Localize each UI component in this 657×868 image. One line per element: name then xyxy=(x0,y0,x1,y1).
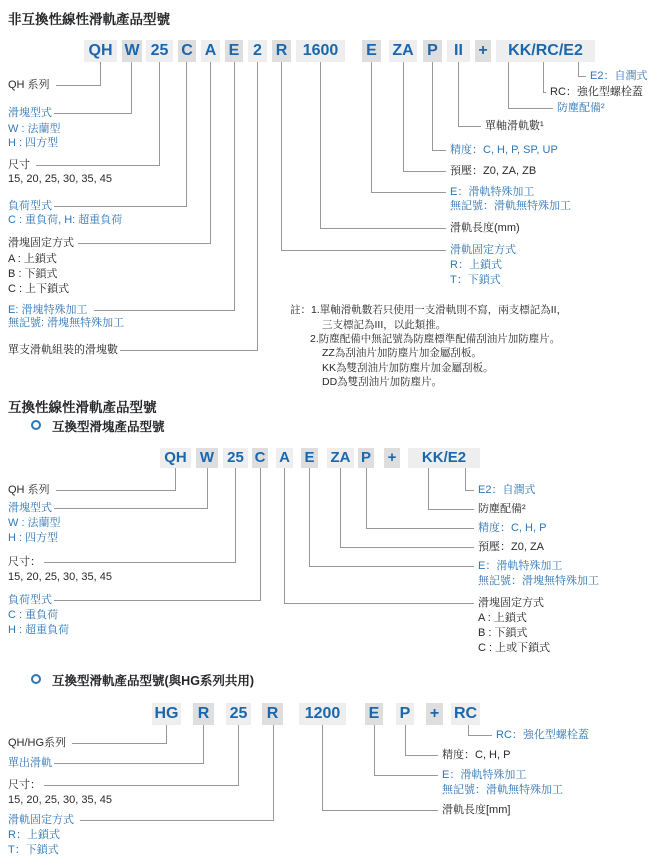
model2-seg-load: C xyxy=(252,448,268,468)
label-size-values-1: 15, 20, 25, 30, 35, 45 xyxy=(8,173,112,185)
model2-seg-special: E xyxy=(301,448,318,468)
label-e2-2: E2：自潤式 xyxy=(478,484,536,496)
label-special-none-2: 無記號：滑塊無特殊加工 xyxy=(478,575,599,587)
model1-seg-precision: P xyxy=(423,40,442,62)
model3-seg-single-rail: R xyxy=(193,703,214,725)
note-line-4: ZZ為刮油片加防塵片加金屬刮板。 xyxy=(322,347,482,359)
label-rail-length-1: 滑軌長度(mm) xyxy=(450,222,520,234)
model1-seg-series: QH xyxy=(84,40,117,62)
label-rail-mount-r-1: R：上鎖式 xyxy=(450,259,502,271)
label-dust-1: 防塵配備² xyxy=(557,102,605,114)
label-block-mount-c-2: C : 上或下鎖式 xyxy=(478,642,551,654)
label-series-2: QH 系列 xyxy=(8,484,50,496)
model2-seg-accessories: KK/E2 xyxy=(408,448,480,468)
model2-seg-plus: + xyxy=(384,448,400,468)
label-load-values-1: C : 重負荷, H: 超重負荷 xyxy=(8,214,123,226)
label-rail-mount-r-3: R：上鎖式 xyxy=(8,829,60,841)
label-size-1: 尺寸 xyxy=(8,159,30,171)
model3-seg-rail-mount: R xyxy=(262,703,283,725)
label-block-mount-a: A : 上鎖式 xyxy=(8,253,57,265)
model2-seg-block-type: W xyxy=(196,448,218,468)
model1-seg-block-count: 2 xyxy=(248,40,267,62)
label-size-2: 尺寸： xyxy=(8,556,41,568)
label-block-special-none: 無記號: 滑塊無特殊加工 xyxy=(8,317,125,329)
label-dust-2: 防塵配備² xyxy=(478,503,526,515)
model3-seg-rc: RC xyxy=(451,703,480,725)
label-block-special-e: E: 滑塊特殊加工 xyxy=(8,304,88,316)
label-rail-mount-t-3: T：下鎖式 xyxy=(8,844,59,856)
label-special-none-3: 無記號：滑軌無特殊加工 xyxy=(442,784,563,796)
label-series-3: QH/HG系列 xyxy=(8,737,67,749)
model3-seg-size: 25 xyxy=(226,703,251,725)
model3-seg-plus: + xyxy=(426,703,443,725)
label-block-type: 滑塊型式 xyxy=(8,107,52,119)
note-line-6: DD為雙刮油片加防塵片。 xyxy=(322,376,443,388)
bullet-icon xyxy=(31,674,41,684)
label-rail-mount-1: 滑軌固定方式 xyxy=(450,244,516,256)
model2-seg-series: QH xyxy=(160,448,191,468)
model1-seg-block-special: E xyxy=(225,40,243,62)
label-load-2: 負荷型式 xyxy=(8,594,52,606)
label-rc-3: RC：強化型螺栓蓋 xyxy=(496,729,589,741)
label-series-1: QH 系列 xyxy=(8,79,50,91)
model2-seg-preload: ZA xyxy=(327,448,354,468)
model2-seg-block-mount: A xyxy=(276,448,293,468)
label-precision-3: 精度：C, H, P xyxy=(442,749,511,761)
section3-subtitle: 互換型滑軌產品型號(與HG系列共用) xyxy=(52,674,255,688)
label-block-type-w: W : 法蘭型 xyxy=(8,123,61,135)
note-line-1: 註：1.單軸滑軌數若只使用一支滑軌則不寫，兩支標記為II， xyxy=(290,304,568,316)
label-preload-1: 預壓：Z0, ZA, ZB xyxy=(450,165,537,177)
model1-seg-rail-length: 1600 xyxy=(296,40,345,62)
label-block-type-2: 滑塊型式 xyxy=(8,502,52,514)
model1-seg-preload: ZA xyxy=(389,40,417,62)
label-load-1: 負荷型式 xyxy=(8,200,52,212)
label-rc-1: RC：強化型螺栓蓋 xyxy=(550,86,643,98)
model1-seg-rail-count: II xyxy=(447,40,470,62)
model1-seg-plus: + xyxy=(475,40,491,62)
section2-title: 互換性線性滑軌產品型號 xyxy=(8,400,157,415)
label-block-mount-c: C : 上下鎖式 xyxy=(8,283,70,295)
label-rail-length-3: 滑軌長度[mm] xyxy=(442,804,511,816)
model2-seg-size: 25 xyxy=(223,448,248,468)
label-block-mount-b-2: B : 下鎖式 xyxy=(478,627,528,639)
label-special-e-2: E：滑軌特殊加工 xyxy=(478,560,563,572)
label-size-3: 尺寸： xyxy=(8,779,41,791)
label-size-values-3: 15, 20, 25, 30, 35, 45 xyxy=(8,794,112,806)
note-line-5: KK為雙刮油片加防塵片加金屬刮板。 xyxy=(322,362,494,374)
model1-seg-accessories: KK/RC/E2 xyxy=(496,40,595,62)
label-size-values-2: 15, 20, 25, 30, 35, 45 xyxy=(8,571,112,583)
label-rail-special-e-1: E：滑軌特殊加工 xyxy=(450,186,535,198)
label-block-mount-a-2: A : 上鎖式 xyxy=(478,612,527,624)
bullet-icon xyxy=(31,420,41,430)
label-block-type-w-2: W : 法蘭型 xyxy=(8,517,61,529)
label-load-h-2: H : 超重負荷 xyxy=(8,624,70,636)
label-block-count: 單支滑軌組裝的滑塊數 xyxy=(8,344,118,356)
label-e2-1: E2：自潤式 xyxy=(590,70,648,82)
label-precision-2: 精度：C, H, P xyxy=(478,522,547,534)
model3-seg-rail-length: 1200 xyxy=(299,703,346,725)
model1-seg-rail-mount: R xyxy=(272,40,291,62)
label-preload-2: 預壓：Z0, ZA xyxy=(478,541,545,553)
model1-seg-block-type: W xyxy=(122,40,142,62)
label-precision-1: 精度：C, H, P, SP, UP xyxy=(450,144,558,156)
note-line-3: 2.防塵配備中無記號為防塵標準配備刮油片加防塵片。 xyxy=(310,333,561,345)
model2-seg-precision: P xyxy=(358,448,374,468)
model1-seg-block-mount: A xyxy=(201,40,220,62)
label-single-rail: 單出滑軌 xyxy=(8,757,52,769)
label-rails-per-axis: 單軸滑軌數¹ xyxy=(485,120,544,132)
label-block-type-h-2: H : 四方型 xyxy=(8,532,59,544)
model3-seg-precision: P xyxy=(396,703,414,725)
label-rail-special-none-1: 無記號：滑軌無特殊加工 xyxy=(450,200,571,212)
label-rail-mount-t-1: T：下鎖式 xyxy=(450,274,501,286)
label-load-c-2: C : 重負荷 xyxy=(8,609,59,621)
label-block-mount-2: 滑塊固定方式 xyxy=(478,597,544,609)
section1-title: 非互換性線性滑軌產品型號 xyxy=(8,12,170,27)
label-block-mount-b: B : 下鎖式 xyxy=(8,268,58,280)
label-block-type-h: H : 四方型 xyxy=(8,137,59,149)
note-line-2: 三支標記為III，以此類推。 xyxy=(322,319,447,331)
model1-seg-load: C xyxy=(178,40,196,62)
model3-seg-special: E xyxy=(365,703,383,725)
label-special-e-3: E：滑軌特殊加工 xyxy=(442,769,527,781)
model1-seg-rail-special: E xyxy=(362,40,381,62)
label-block-mount: 滑塊固定方式 xyxy=(8,237,74,249)
label-rail-mount-3: 滑軌固定方式 xyxy=(8,814,74,826)
model1-seg-size: 25 xyxy=(146,40,173,62)
model3-seg-series: HG xyxy=(152,703,181,725)
section2-subtitle: 互換型滑塊產品型號 xyxy=(52,420,165,434)
